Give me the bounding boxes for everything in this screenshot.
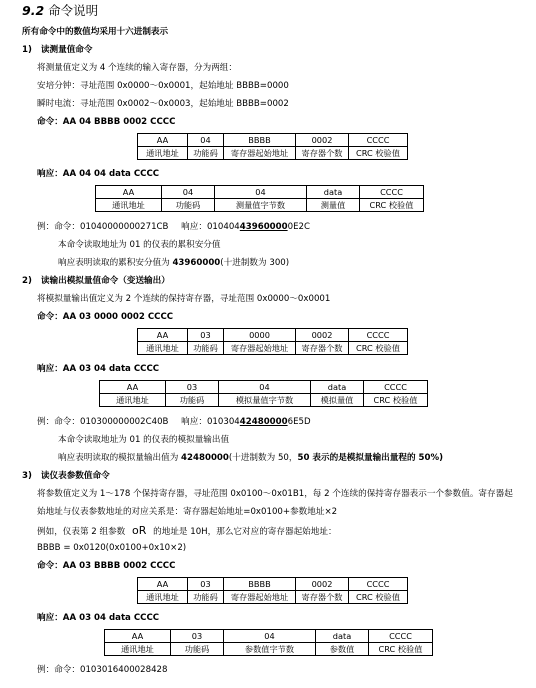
s2-explain-1: 本命令读取地址为 01 的仪表的模拟量输出值 — [58, 435, 230, 445]
s2-explain-2c: (十进制数为 50， — [228, 453, 298, 463]
s1-explain-1: 本命令读取地址为 01 的仪表的累积安分值 — [58, 240, 221, 250]
table-cell: 04 — [188, 134, 224, 147]
s3-cmd-text: AA 03 BBBB 0002 CCCC — [62, 561, 176, 571]
s1-heading-text: 读测量值命令 — [40, 45, 93, 55]
table-cell: CCCC — [364, 381, 428, 394]
table-cell: 功能码 — [188, 591, 224, 604]
table-cell: 模拟量值 — [311, 394, 364, 407]
s2-cmd-label: 命令： — [37, 312, 63, 322]
s2-ex-resp-b: 42480000 — [239, 417, 288, 427]
s3-desc-4: BBBB = 0x0120(0x0100+0x10×2) — [37, 543, 187, 553]
s1-explain-2 — [58, 258, 289, 269]
table-cell: 03 — [188, 329, 224, 342]
table-cell: BBBB — [224, 134, 296, 147]
s1-heading — [22, 45, 93, 56]
s2-cmd-text: AA 03 0000 0002 CCCC — [62, 312, 174, 322]
table-cell: 寄存器起始地址 — [224, 342, 296, 355]
table-cell: CRC 校验值 — [349, 342, 408, 355]
s1-ex-resp-label: 响应： — [181, 222, 207, 232]
table-cell: CRC 校验值 — [360, 199, 424, 212]
table-cell: 0002 — [296, 329, 349, 342]
table-cell: 04 — [224, 630, 316, 643]
s2-ex-cmd: 010300000002C40B — [79, 417, 169, 427]
table-cell: CRC 校验值 — [369, 643, 433, 656]
s2-resp-label: 响应： — [37, 364, 63, 374]
s3-ex-prefix: 例：命令： — [37, 665, 80, 675]
s2-example — [37, 417, 311, 428]
s3-desc-1: 将参数值定义为 1～178 个保持寄存器，寻址范围 0x0100～0x01B1，每 2 个连续的保持寄存器表示一个参数值。寄存器起 — [37, 489, 513, 499]
s3-command-table — [137, 577, 408, 604]
table-cell: 参数值 — [316, 643, 369, 656]
table-cell: AA — [100, 381, 166, 394]
s1-example — [37, 222, 310, 233]
s2-response-table — [99, 380, 428, 407]
s1-cmd-label: 命令： — [37, 117, 63, 127]
s1-line-a: 安培分钟：寻址范围 0x0000～0x0001，起始地址 BBBB=0000 — [37, 81, 289, 91]
table-cell: AA — [138, 329, 188, 342]
s2-explain-2 — [58, 453, 443, 464]
s3-heading-text: 读仪表参数值命令 — [40, 471, 110, 481]
table-cell: 0000 — [224, 329, 296, 342]
s2-explain-2d: 50 表示的是模拟量输出量程的 50%) — [297, 453, 444, 463]
table-cell: 寄存器起始地址 — [224, 591, 296, 604]
s1-ex-resp-c: 0E2C — [287, 222, 310, 232]
s1-explain-2b: 43960000 — [172, 258, 221, 268]
s1-command — [37, 117, 175, 128]
table-cell: 03 — [188, 578, 224, 591]
s2-desc: 将模拟量输出值定义为 2 个连续的保持寄存器，寻址范围 0x0000～0x0001 — [37, 294, 331, 304]
table-cell: CCCC — [349, 329, 408, 342]
s2-ex-resp-a: 010304 — [206, 417, 240, 427]
table-cell: 0002 — [296, 578, 349, 591]
table-cell: BBBB — [224, 578, 296, 591]
s2-command — [37, 312, 173, 323]
table-cell: 通讯地址 — [138, 342, 188, 355]
table-cell: data — [311, 381, 364, 394]
table-cell: data — [316, 630, 369, 643]
table-cell: AA — [138, 134, 188, 147]
s1-ex-cmd: 01040000000271CB — [79, 222, 169, 232]
table-cell: 通讯地址 — [100, 394, 166, 407]
s1-cmd-text: AA 04 BBBB 0002 CCCC — [62, 117, 176, 127]
s3-response-table — [104, 629, 433, 656]
s3-cmd-label: 命令： — [37, 561, 63, 571]
s3-resp-text: AA 03 04 data CCCC — [62, 613, 160, 623]
table-cell: data — [307, 186, 360, 199]
table-cell: CRC 校验值 — [349, 147, 408, 160]
s2-explain-2a: 响应表明读取的模拟量输出值为 — [58, 453, 182, 463]
section-number: 9.2 — [22, 3, 45, 18]
table-cell: 功能码 — [162, 199, 215, 212]
s1-explain-2a: 响应表明读取的累积安分值为 — [58, 258, 173, 268]
section-title-text: 命令说明 — [48, 3, 99, 18]
param-symbol: oR — [132, 524, 147, 537]
table-cell: 04 — [162, 186, 215, 199]
s1-explain-2c: (十进制数为 300) — [220, 258, 290, 268]
table-cell: 寄存器个数 — [296, 147, 349, 160]
s2-response — [37, 364, 159, 375]
s1-resp-text: AA 04 04 data CCCC — [62, 169, 160, 179]
table-cell: 功能码 — [166, 394, 219, 407]
table-cell: AA — [105, 630, 171, 643]
s2-resp-text: AA 03 04 data CCCC — [62, 364, 160, 374]
table-cell: 通讯地址 — [105, 643, 171, 656]
s3-response — [37, 613, 159, 624]
table-cell: 模拟量值字节数 — [219, 394, 311, 407]
table-cell: 03 — [166, 381, 219, 394]
table-cell: 参数值字节数 — [224, 643, 316, 656]
hex-note: 所有命令中的数值均采用十六进制表示 — [22, 27, 169, 37]
table-cell: 功能码 — [188, 147, 224, 160]
s3-desc-3b: 的地址是 10H，那么它对应的寄存器起始地址： — [153, 527, 337, 537]
s3-heading-num: 3) — [22, 471, 32, 481]
s3-heading — [22, 471, 110, 482]
table-cell: CCCC — [360, 186, 424, 199]
table-cell: AA — [138, 578, 188, 591]
s1-heading-num: 1) — [22, 45, 32, 55]
table-cell: 寄存器起始地址 — [224, 147, 296, 160]
s1-line-b: 瞬时电流：寻址范围 0x0002～0x0003，起始地址 BBBB=0002 — [37, 99, 289, 109]
table-cell: 功能码 — [171, 643, 224, 656]
s2-ex-resp-label: 响应： — [181, 417, 207, 427]
table-cell: 寄存器个数 — [296, 342, 349, 355]
table-cell: CCCC — [349, 578, 408, 591]
s3-desc-2: 始地址与仪表参数地址的对应关系是：寄存器起始地址=0x0100+参数地址×2 — [37, 507, 338, 517]
s2-ex-resp-c: 6E5D — [287, 417, 311, 427]
s2-ex-prefix: 例：命令： — [37, 417, 80, 427]
table-cell: 寄存器个数 — [296, 591, 349, 604]
table-cell: 通讯地址 — [96, 199, 162, 212]
s3-ex-cmd: 0103016400028428 — [79, 665, 168, 675]
section-title — [22, 4, 98, 18]
table-cell: CCCC — [369, 630, 433, 643]
s2-heading-text: 读输出模拟量值命令（变送输出） — [40, 276, 170, 286]
s3-example — [37, 665, 167, 676]
table-cell: 功能码 — [188, 342, 224, 355]
s2-heading-num: 2) — [22, 276, 32, 286]
table-cell: CCCC — [349, 134, 408, 147]
s1-ex-prefix: 例：命令： — [37, 222, 80, 232]
table-cell: 04 — [215, 186, 307, 199]
s1-resp-label: 响应： — [37, 169, 63, 179]
s1-ex-resp-a: 010404 — [206, 222, 240, 232]
s2-command-table — [137, 328, 408, 355]
s2-heading — [22, 276, 170, 287]
table-cell: 通讯地址 — [138, 591, 188, 604]
s3-resp-label: 响应： — [37, 613, 63, 623]
table-cell: 04 — [219, 381, 311, 394]
table-cell: 0002 — [296, 134, 349, 147]
s3-desc-3 — [37, 525, 337, 538]
table-cell: AA — [96, 186, 162, 199]
s1-desc: 将测量值定义为 4 个连续的输入寄存器，分为两组： — [37, 63, 237, 73]
table-cell: CRC 校验值 — [349, 591, 408, 604]
table-cell: 测量值字节数 — [215, 199, 307, 212]
s1-response-table — [95, 185, 424, 212]
s3-command — [37, 561, 175, 572]
table-cell: 03 — [171, 630, 224, 643]
table-cell: 测量值 — [307, 199, 360, 212]
s1-command-table — [137, 133, 408, 160]
s2-explain-2b: 42480000 — [181, 453, 229, 463]
s3-desc-3a: 例如，仪表第 2 组参数 — [37, 527, 126, 537]
table-cell: CRC 校验值 — [364, 394, 428, 407]
s1-ex-resp-b: 43960000 — [239, 222, 288, 232]
s1-response — [37, 169, 159, 180]
table-cell: 通讯地址 — [138, 147, 188, 160]
